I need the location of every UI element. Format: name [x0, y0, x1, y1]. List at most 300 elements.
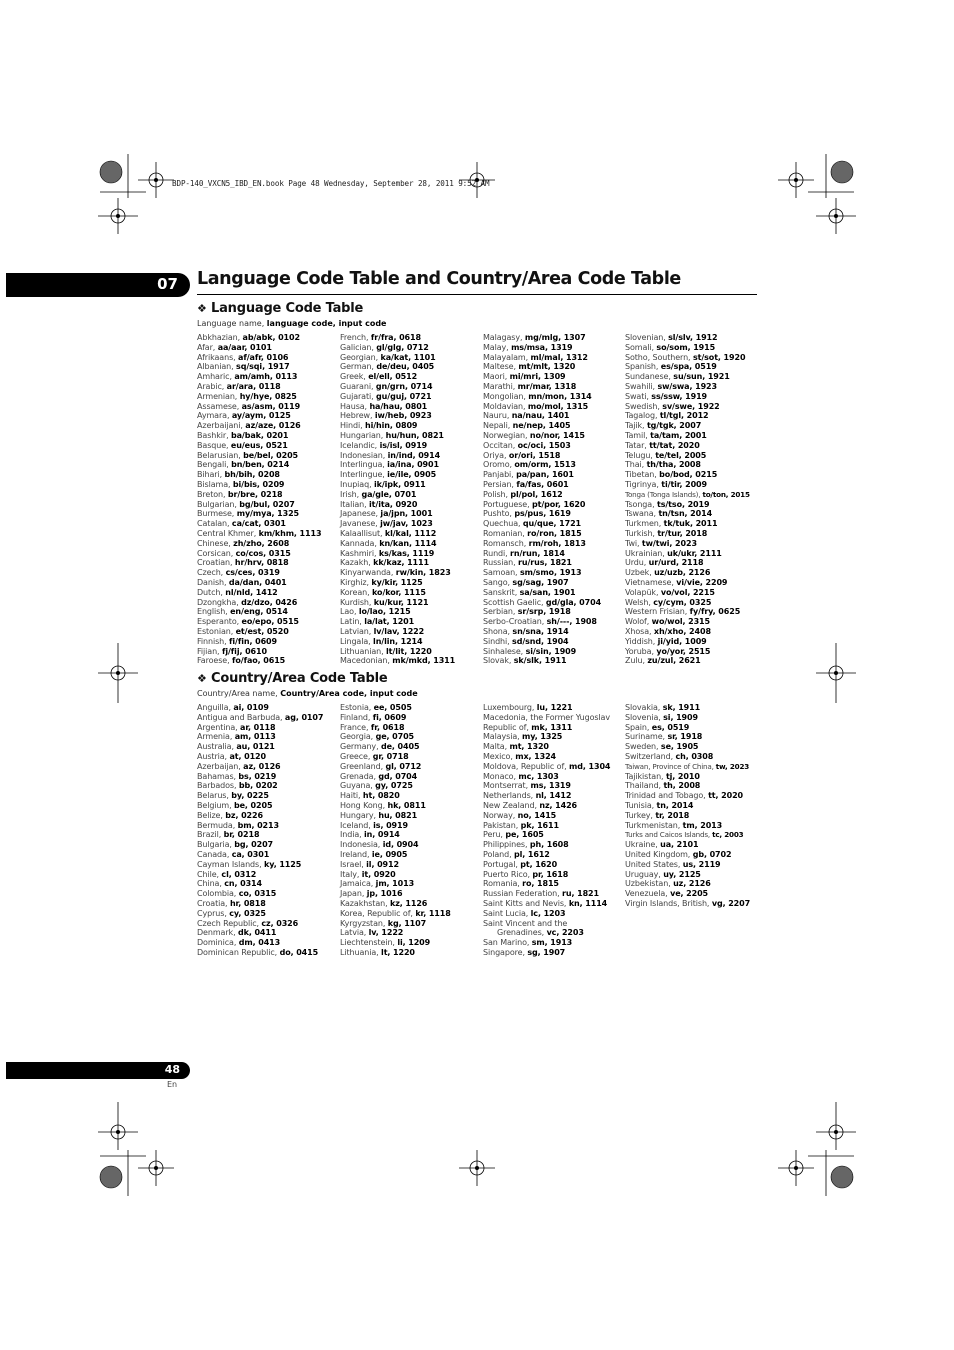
- entry-name: Armenia,: [197, 732, 235, 742]
- entry-name: Cayman Islands,: [197, 859, 264, 869]
- entry-name: Twi,: [625, 538, 642, 548]
- entry-name: Hindi,: [340, 421, 365, 431]
- code-entry: [340, 879, 481, 889]
- entry-code: gb, 0702: [692, 849, 732, 859]
- entry-name: Assamese,: [197, 401, 242, 411]
- code-entry: [340, 392, 481, 402]
- entry-name: Tunisia,: [625, 800, 657, 810]
- code-entry: [197, 470, 338, 480]
- entry-name: Mexico,: [483, 751, 516, 761]
- entry-code: jp, 1016: [366, 889, 403, 899]
- code-entry: [483, 732, 624, 742]
- entry-name: Philippines,: [483, 840, 530, 850]
- page-number-badge: [6, 1062, 190, 1079]
- code-entry: [483, 899, 624, 909]
- entry-name: Uzbek,: [625, 568, 655, 578]
- entry-code: ba/bak, 0201: [230, 430, 289, 440]
- entry-code: eu/eus, 0521: [230, 440, 288, 450]
- entry-name: Kashmiri,: [340, 548, 379, 558]
- entry-name: Grenada,: [340, 771, 379, 781]
- entry-code: as/asm, 0119: [241, 401, 301, 411]
- entry-name: Croatia,: [197, 898, 230, 908]
- chapter-badge: [6, 273, 190, 297]
- entry-code: en/eng, 0514: [230, 607, 288, 617]
- entry-name: Yoruba,: [625, 646, 657, 656]
- code-entry: [483, 431, 624, 441]
- code-entry: [625, 752, 766, 762]
- entry-name: Malaysia,: [483, 732, 523, 742]
- entry-name: Czech,: [197, 568, 226, 578]
- entry-code: lv, 1222: [368, 928, 404, 938]
- entry-code: ie, 0905: [371, 849, 408, 859]
- entry-code: hr/hrv, 0818: [234, 558, 289, 568]
- code-entry: [197, 333, 338, 343]
- entry-name: United Kingdom,: [625, 849, 693, 859]
- code-entry: [625, 451, 766, 461]
- entry-name: Armenian,: [197, 391, 240, 401]
- entry-code: uk/ukr, 2111: [667, 548, 722, 558]
- entry-name: Volapük,: [625, 587, 661, 597]
- entry-name: Bashkir,: [197, 430, 231, 440]
- code-entry: [625, 441, 766, 451]
- entry-code: si, 1909: [663, 712, 698, 722]
- entry-code: ee, 0505: [373, 703, 412, 712]
- entry-name: Malta,: [483, 742, 510, 752]
- entry-name: Kazakh,: [340, 558, 374, 568]
- entry-name: Oromo,: [483, 460, 515, 470]
- code-entry: [340, 362, 481, 372]
- entry-code: ru, 1821: [562, 889, 599, 899]
- entry-code: dz/dzo, 0426: [241, 597, 298, 607]
- code-entry: [340, 529, 481, 539]
- code-entry: [340, 480, 481, 490]
- entry-name: Latvia,: [340, 928, 369, 938]
- code-entry: [197, 451, 338, 461]
- entry-code: ik/ipk, 0911: [373, 479, 426, 489]
- code-entry: [197, 588, 338, 598]
- entry-name: Puerto Rico,: [483, 869, 533, 879]
- entry-code: te/tel, 2005: [655, 450, 707, 460]
- entry-name: Arabic,: [197, 381, 227, 391]
- entry-name: Lingala,: [340, 636, 374, 646]
- code-entry: [340, 343, 481, 353]
- code-entry: [483, 490, 624, 500]
- entry-name: Central Khmer,: [197, 528, 259, 538]
- entry-code: jw/jav, 1023: [380, 519, 433, 529]
- entry-name: Sango,: [483, 577, 513, 587]
- code-entry: [625, 781, 766, 791]
- code-entry: [197, 529, 338, 539]
- code-entry: [340, 742, 481, 752]
- entry-code: am, 0113: [234, 732, 276, 742]
- entry-code: ms, 1319: [530, 781, 571, 791]
- entry-code: do, 0415: [279, 947, 319, 957]
- code-entry: [483, 411, 624, 421]
- code-entry: [340, 627, 481, 637]
- entry-code: vg, 2207: [711, 898, 751, 908]
- entry-name: Malagasy,: [483, 333, 525, 342]
- entry-name: Thai,: [625, 460, 647, 470]
- code-entry: [483, 549, 624, 559]
- entry-name: Dominica,: [197, 938, 239, 948]
- code-entry: [625, 460, 766, 470]
- code-entry: [340, 899, 481, 909]
- entry-code: wo/wol, 2315: [651, 617, 710, 627]
- code-entry: [483, 353, 624, 363]
- entry-code: sk/slk, 1911: [513, 656, 567, 666]
- entry-code: by, 0225: [231, 791, 269, 801]
- code-entry: [197, 703, 338, 713]
- entry-name: Dzongkha,: [197, 597, 242, 607]
- code-entry: [483, 850, 624, 860]
- code-entry: [483, 558, 624, 568]
- entry-code: uz/uzb, 2126: [654, 568, 711, 578]
- entry-code: us, 2119: [682, 859, 721, 869]
- entry-code: nl/nld, 1412: [225, 587, 278, 597]
- entry-code: mi/mri, 1309: [509, 372, 566, 382]
- entry-name: Sundanese,: [625, 372, 674, 382]
- entry-name: Italian,: [340, 499, 370, 509]
- entry-code: bm, 0213: [237, 820, 279, 830]
- code-entry: [625, 627, 766, 637]
- code-entry: [625, 470, 766, 480]
- code-entry: [340, 830, 481, 840]
- entry-code: fr, 0618: [370, 722, 405, 732]
- entry-code: sd/snd, 1904: [512, 636, 569, 646]
- entry-code: ks/kas, 1119: [378, 548, 435, 558]
- code-entry: [197, 519, 338, 529]
- entry-name: Israel,: [340, 859, 367, 869]
- entry-name: Romania,: [483, 879, 523, 889]
- entry-name: Rundi,: [483, 548, 511, 558]
- entry-name: Antigua and Barbuda,: [197, 712, 285, 722]
- code-entry: [625, 860, 766, 870]
- entry-code: tr, 2018: [655, 810, 690, 820]
- code-entry: [483, 470, 624, 480]
- entry-code: gr, 0718: [372, 751, 409, 761]
- entry-name: Georgia,: [340, 732, 376, 742]
- code-entry: [483, 588, 624, 598]
- code-entry: [340, 490, 481, 500]
- code-entry: [625, 656, 766, 666]
- entry-name: Romansch,: [483, 538, 529, 548]
- code-entry: [340, 801, 481, 811]
- entry-name: Tajik,: [625, 421, 647, 431]
- entry-name: Hungarian,: [340, 430, 386, 440]
- code-entry: [483, 879, 624, 889]
- entry-code: na/nau, 1401: [511, 411, 570, 421]
- entry-name: Turkmen,: [625, 519, 664, 529]
- entry-name: Western Frisian,: [625, 607, 690, 617]
- code-entry: [340, 723, 481, 733]
- code-entry: [340, 772, 481, 782]
- entry-code: co, 0315: [238, 889, 277, 899]
- entry-code: ln/lin, 1214: [373, 636, 423, 646]
- entry-code: uy, 2125: [663, 869, 701, 879]
- entry-name: Kurdish,: [340, 597, 374, 607]
- entry-name: Sinhalese,: [483, 646, 526, 656]
- entry-code: bh/bih, 0208: [224, 470, 280, 480]
- code-entry: [483, 811, 624, 821]
- code-entry: [197, 343, 338, 353]
- entry-code: ji/yid, 1009: [657, 636, 707, 646]
- entry-name: Venezuela,: [625, 889, 671, 899]
- entry-code: ne/nep, 1405: [512, 421, 571, 431]
- entry-name: Australia,: [197, 742, 237, 752]
- entry-code: ts/tso, 2019: [656, 499, 710, 509]
- entry-name: Bihari,: [197, 470, 225, 480]
- code-entry: [625, 539, 766, 549]
- entry-code: pl/pol, 1612: [510, 489, 563, 499]
- code-entry: [197, 490, 338, 500]
- code-entry: [625, 637, 766, 647]
- code-entry: [625, 588, 766, 598]
- entry-code: dm, 0413: [238, 938, 281, 948]
- code-entry: [197, 656, 338, 666]
- entry-code: ch, 0308: [675, 751, 714, 761]
- entry-code: la/lat, 1201: [364, 617, 415, 627]
- entry-name: Amharic,: [197, 372, 235, 382]
- entry-code: so/som, 1915: [656, 342, 716, 352]
- entry-code: sq/sqi, 1917: [236, 362, 290, 372]
- entry-code: tl/tgl, 2012: [659, 411, 709, 421]
- entry-code: lt, 1220: [381, 947, 415, 957]
- entry-code: fi, 0609: [372, 712, 407, 722]
- entry-code: fi/fin, 0609: [229, 636, 277, 646]
- code-entry: [340, 509, 481, 519]
- code-entry: [197, 938, 338, 948]
- entry-name: Tajikistan,: [625, 771, 666, 781]
- entry-name: Netherlands,: [483, 791, 536, 801]
- entry-code: gl/glg, 0712: [376, 342, 429, 352]
- entry-code: th/tha, 2008: [646, 460, 701, 470]
- entry-name: Quechua,: [483, 519, 523, 529]
- code-entry: [340, 578, 481, 588]
- code-entry: [197, 578, 338, 588]
- page-title: Language Code Table and Country/Area Code Table: [197, 269, 681, 289]
- entry-name: Turkmenistan,: [625, 820, 683, 830]
- entry-name: Saint Vincent and the: [483, 918, 568, 928]
- entry-name: Poland,: [483, 849, 514, 859]
- entry-code: no, 1415: [517, 810, 557, 820]
- code-entry: [625, 732, 766, 742]
- code-entry: [483, 607, 624, 617]
- entry-code: ag, 0107: [284, 712, 324, 722]
- code-entry: [625, 333, 766, 343]
- code-entry: [197, 752, 338, 762]
- entry-code: tw, 2023: [715, 761, 750, 771]
- entry-code: br/bre, 0218: [227, 489, 283, 499]
- entry-code: sm/smo, 1913: [519, 568, 582, 578]
- code-entry: [340, 703, 481, 713]
- code-entry: [340, 870, 481, 880]
- code-entry: [197, 568, 338, 578]
- entry-code: iw/heb, 0923: [374, 411, 432, 421]
- entry-code: fy/fry, 0625: [689, 607, 741, 617]
- code-entry: [197, 781, 338, 791]
- code-entry: [483, 333, 624, 343]
- entry-name: Guarani,: [340, 381, 376, 391]
- entry-name: Maori,: [483, 372, 510, 382]
- code-entry: [197, 732, 338, 742]
- entry-code: sg, 1907: [527, 947, 566, 957]
- code-entry: [483, 402, 624, 412]
- code-entry: [483, 529, 624, 539]
- entry-name: Telugu,: [625, 450, 656, 460]
- code-entry: [340, 938, 481, 948]
- code-entry: [625, 500, 766, 510]
- code-entry: [483, 568, 624, 578]
- entry-code: oc/oci, 1503: [517, 440, 571, 450]
- entry-code: ai, 0109: [233, 703, 269, 712]
- entry-code: gd/gla, 0704: [545, 597, 602, 607]
- entry-code: ps/pus, 1619: [514, 509, 571, 519]
- entry-code: km/khm, 1113: [258, 528, 322, 538]
- entry-code: hu, 0821: [378, 810, 418, 820]
- code-entry: [197, 539, 338, 549]
- entry-name: Turkey,: [625, 810, 656, 820]
- entry-code: gd, 0704: [378, 771, 418, 781]
- entry-code: sh/---, 1908: [546, 617, 597, 627]
- entry-name: Trinidad and Tobago,: [625, 791, 709, 801]
- code-entry: [483, 762, 624, 772]
- code-entry: [197, 830, 338, 840]
- entry-name: Bahamas,: [197, 771, 239, 781]
- entry-code: lt/lit, 1220: [386, 646, 432, 656]
- entry-name: Turkish,: [625, 528, 658, 538]
- code-entry: [197, 889, 338, 899]
- entry-name: Latin,: [340, 617, 365, 627]
- code-entry: [197, 372, 338, 382]
- country-column-3: [483, 703, 624, 958]
- code-entry: [483, 647, 624, 657]
- code-entry: [483, 509, 624, 519]
- entry-name: Tatar,: [625, 440, 650, 450]
- code-entry: [625, 362, 766, 372]
- entry-name: Bulgaria,: [197, 840, 235, 850]
- code-entry: [483, 362, 624, 372]
- code-entry: [625, 421, 766, 431]
- entry-code: kg, 1107: [387, 918, 427, 928]
- entry-name: Luxembourg,: [483, 703, 537, 712]
- entry-name: Belarusian,: [197, 450, 244, 460]
- entry-code: ca, 0301: [231, 849, 270, 859]
- code-entry: [625, 529, 766, 539]
- entry-code: nz, 1426: [539, 800, 578, 810]
- entry-code: kn, 1114: [568, 898, 608, 908]
- entry-code: mt/mlt, 1320: [518, 362, 576, 372]
- entry-name: Montserrat,: [483, 781, 531, 791]
- entry-code: sw/swa, 1923: [657, 381, 717, 391]
- country-column-2: [340, 703, 481, 958]
- entry-name: Estonian,: [197, 626, 236, 636]
- entry-name: Greenland,: [340, 761, 386, 771]
- entry-name: Serbo-Croatian,: [483, 617, 547, 627]
- code-entry: [625, 617, 766, 627]
- code-entry: [625, 353, 766, 363]
- code-entry: [340, 598, 481, 608]
- entry-code: ca/cat, 0301: [231, 519, 286, 529]
- entry-name: English,: [197, 607, 231, 617]
- entry-name: Tsonga,: [625, 499, 657, 509]
- entry-name: Marathi,: [483, 381, 518, 391]
- entry-code: pr, 1618: [532, 869, 569, 879]
- entry-code: am/amh, 0113: [234, 372, 298, 382]
- code-entry: [197, 840, 338, 850]
- entry-name: Breton,: [197, 489, 228, 499]
- entry-name: Interlingue,: [340, 470, 388, 480]
- code-entry: [625, 772, 766, 782]
- entry-code: mn/mon, 1314: [528, 391, 592, 401]
- entry-code: tr/tur, 2018: [657, 528, 708, 538]
- entry-name: Macedonian,: [340, 656, 393, 666]
- entry-name: Xhosa,: [625, 626, 654, 636]
- entry-code: mr/mar, 1318: [517, 381, 577, 391]
- code-entry: [483, 752, 624, 762]
- entry-code: om/orm, 1513: [514, 460, 576, 470]
- entry-name: Afar,: [197, 342, 218, 352]
- code-entry: [197, 821, 338, 831]
- code-entry: [625, 392, 766, 402]
- entry-code: hi/hin, 0809: [365, 421, 418, 431]
- entry-code: lc, 1203: [530, 908, 566, 918]
- entry-code: id, 0904: [382, 840, 419, 850]
- language-section-subtitle: Language name, language code, input code: [197, 319, 387, 328]
- entry-name: Portugal,: [483, 859, 521, 869]
- entry-code: vo/vol, 2215: [660, 587, 715, 597]
- code-entry: [340, 637, 481, 647]
- entry-name: Galician,: [340, 342, 377, 352]
- code-entry: [483, 460, 624, 470]
- code-entry: [483, 382, 624, 392]
- entry-code: no/nor, 1415: [529, 430, 585, 440]
- code-entry: [340, 860, 481, 870]
- entry-name: Russian,: [483, 558, 518, 568]
- entry-name: Ireland,: [340, 849, 372, 859]
- entry-code: ms/msa, 1319: [511, 342, 573, 352]
- code-entry: [340, 460, 481, 470]
- entry-name: San Marino,: [483, 938, 532, 948]
- code-entry: [625, 791, 766, 801]
- code-entry: [197, 617, 338, 627]
- entry-name: Portuguese,: [483, 499, 532, 509]
- entry-code: bn/ben, 0214: [231, 460, 290, 470]
- entry-name: Swati,: [625, 391, 652, 401]
- entry-code: xh/xho, 2408: [653, 626, 711, 636]
- entry-name: Italy,: [340, 869, 362, 879]
- code-entry: [483, 889, 624, 899]
- code-entry: [197, 772, 338, 782]
- entry-name: Indonesia,: [340, 840, 383, 850]
- entry-code: ay/aym, 0125: [231, 411, 291, 421]
- entry-name: Sotho, Southern,: [625, 352, 693, 362]
- entry-code: af/afr, 0106: [238, 352, 289, 362]
- entry-code: sn/sna, 1914: [512, 626, 569, 636]
- entry-code: zh/zho, 2608: [233, 538, 290, 548]
- code-entry: [197, 742, 338, 752]
- entry-code: fr/fra, 0618: [370, 333, 421, 342]
- entry-name: Dutch,: [197, 587, 226, 597]
- entry-code: ku/kur, 1121: [373, 597, 429, 607]
- code-entry: [197, 509, 338, 519]
- entry-code: ti/tir, 2009: [661, 479, 707, 489]
- entry-code: co/cos, 0315: [235, 548, 291, 558]
- entry-name: Bermuda,: [197, 820, 238, 830]
- entry-name: Germany,: [340, 742, 381, 752]
- code-entry: [340, 402, 481, 412]
- entry-code: lv/lav, 1222: [373, 626, 425, 636]
- code-entry: [625, 811, 766, 821]
